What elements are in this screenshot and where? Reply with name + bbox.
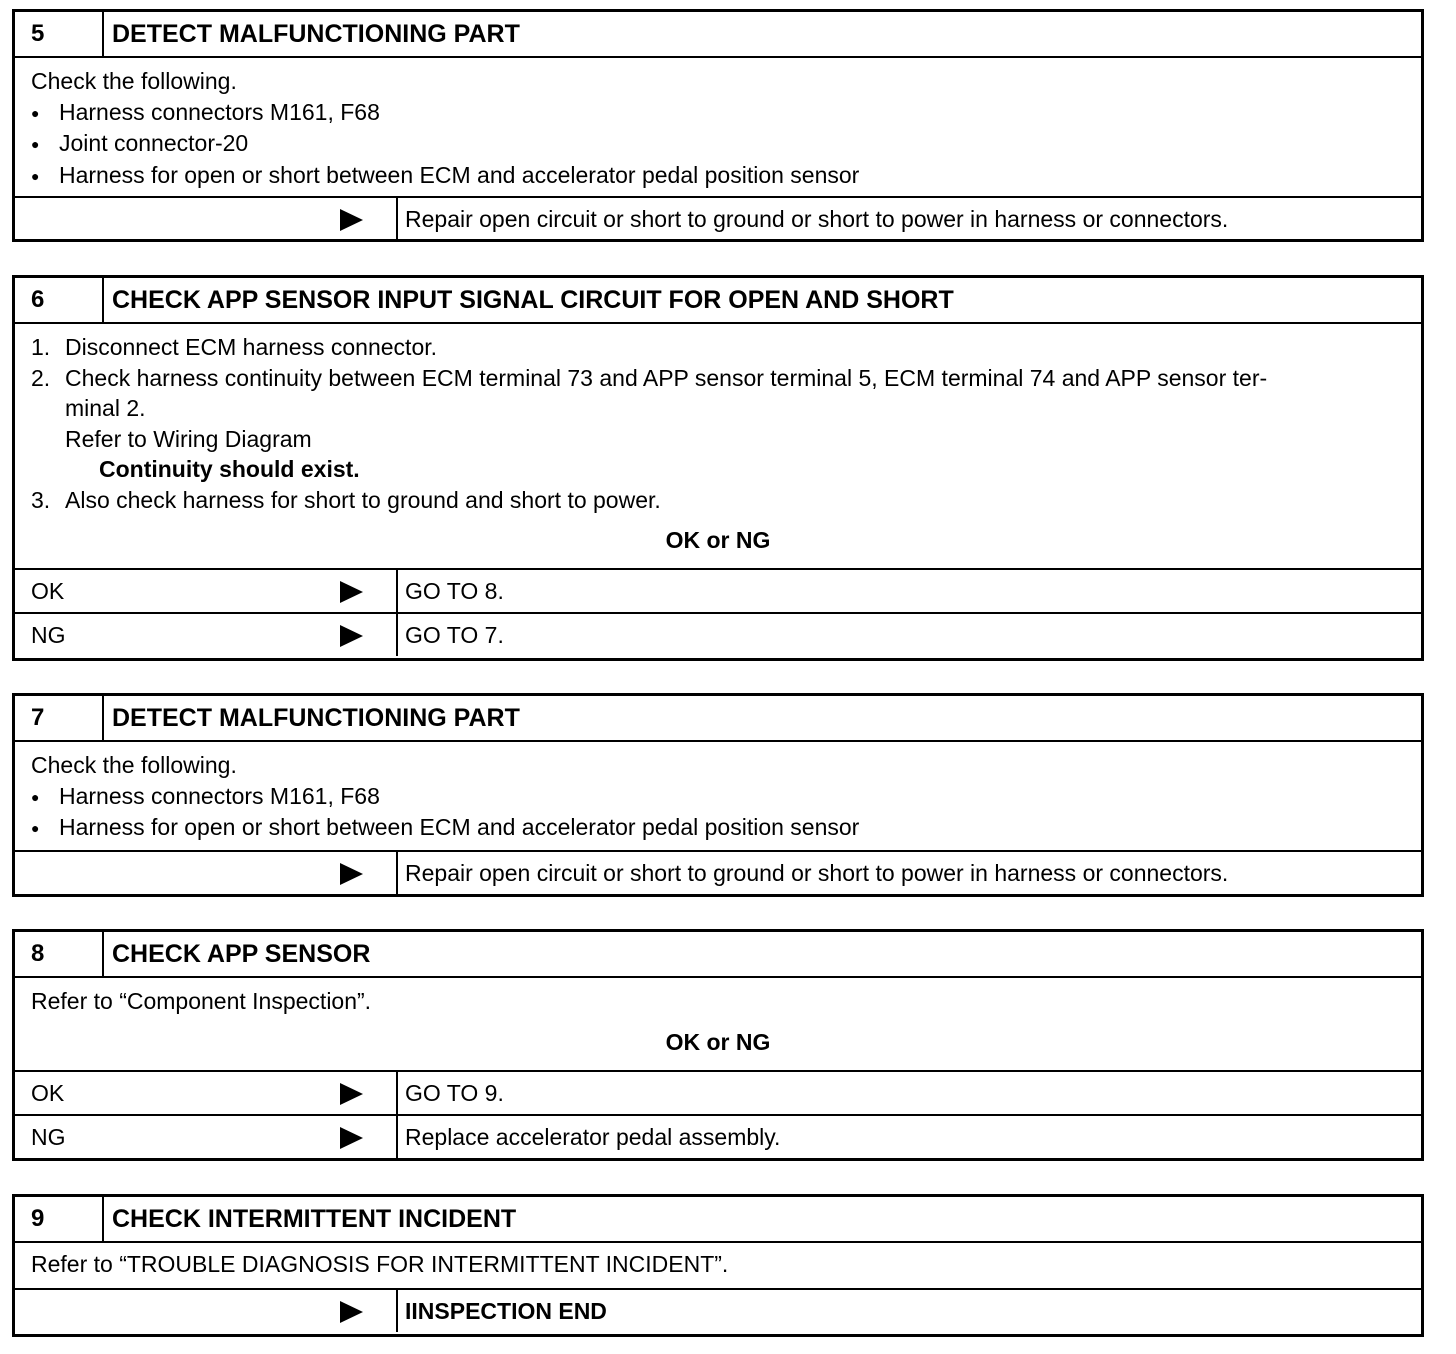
result-label — [15, 1116, 398, 1158]
item-reference: Refer to Wiring Diagram — [65, 425, 312, 452]
bullet-item: ● Harness for open or short between ECM and accelerator pedal position sensor — [31, 812, 1405, 844]
step-title: DETECT MALFUNCTIONING PART — [112, 704, 520, 732]
arrow-right-icon — [340, 1083, 363, 1105]
arrow-right-icon — [340, 863, 363, 885]
result-label-text: NG — [31, 1124, 66, 1150]
ok-or-ng-label: OK or NG — [665, 1028, 771, 1055]
result-row — [15, 1114, 1421, 1158]
step-body — [15, 742, 1421, 850]
result-text: IINSPECTION END — [405, 1298, 607, 1324]
bullet-item: ● Harness connectors M161, F68 — [31, 781, 1405, 813]
step-7-box — [12, 693, 1424, 897]
bullet-item: ● Joint connector-20 — [31, 128, 1405, 160]
bullet-item: ● Harness for open or short between ECM and accelerator pedal position sensor — [31, 160, 1405, 192]
step-title: DETECT MALFUNCTIONING PART — [112, 20, 520, 48]
step-title: CHECK APP SENSOR INPUT SIGNAL CIRCUIT FOR OPEN AND SHORT — [112, 286, 954, 314]
step-6-box — [12, 275, 1424, 661]
step-5-box — [12, 9, 1424, 242]
result-row — [15, 850, 1421, 894]
step-number: 5 — [15, 12, 104, 56]
item-text: Disconnect ECM harness connector. — [65, 334, 438, 360]
numbered-item — [31, 332, 1405, 363]
item-number: 3. — [31, 486, 51, 513]
item-number: 2. — [31, 364, 51, 391]
step-9-box — [12, 1194, 1424, 1337]
step-body — [15, 58, 1421, 196]
intro-text: Refer to “Component Inspection”. — [31, 988, 372, 1014]
step-body — [15, 978, 1421, 1070]
result-row — [15, 568, 1421, 612]
item-text: Check harness continuity between ECM terminal 73 and APP sensor terminal 5, ECM terminal 74 and APP sensor ter- — [65, 364, 1268, 391]
step-title: CHECK INTERMITTENT INCIDENT — [112, 1205, 517, 1233]
step-header — [15, 12, 1421, 58]
result-row — [15, 1288, 1421, 1332]
result-text: GO TO 8. — [405, 578, 504, 604]
numbered-item — [31, 485, 1405, 516]
step-header — [15, 278, 1421, 324]
item-continuation: minal 2. — [65, 395, 146, 421]
result-row — [15, 1070, 1421, 1114]
arrow-right-icon — [340, 1127, 363, 1149]
item-number: 1. — [31, 334, 51, 360]
step-body — [15, 324, 1421, 568]
result-text: Repair open circuit or short to ground or short to power in harness or connectors. — [405, 860, 1229, 886]
result-label-text: OK — [31, 1080, 65, 1106]
result-label — [15, 198, 398, 240]
result-text: GO TO 7. — [405, 622, 504, 648]
result-text: Repair open circuit or short to ground or short to power in harness or connectors. — [405, 206, 1229, 232]
intro-text: Check the following. — [31, 68, 237, 94]
result-label — [15, 614, 398, 656]
result-row — [15, 612, 1421, 656]
arrow-right-icon — [340, 209, 363, 231]
result-label-text: NG — [31, 622, 66, 648]
arrow-right-icon — [340, 1301, 363, 1323]
step-header — [15, 932, 1421, 978]
result-label — [15, 1290, 398, 1332]
intro-text: Refer to “TROUBLE DIAGNOSIS FOR INTERMITTENT INCIDENT”. — [31, 1251, 729, 1277]
arrow-right-icon — [340, 625, 363, 647]
intro-text: Check the following. — [31, 752, 237, 778]
step-header — [15, 1197, 1421, 1243]
step-body — [15, 1243, 1421, 1288]
step-header — [15, 696, 1421, 742]
result-label — [15, 570, 398, 612]
result-label — [15, 1072, 398, 1114]
result-label — [15, 852, 398, 894]
result-label-text: OK — [31, 578, 65, 604]
step-number: 7 — [15, 696, 104, 740]
specification: Continuity should exist. — [99, 456, 360, 482]
result-text: GO TO 9. — [405, 1080, 504, 1106]
result-text: Replace accelerator pedal assembly. — [405, 1124, 781, 1150]
item-text: Also check harness for short to ground and short to power. — [65, 486, 661, 513]
step-8-box — [12, 929, 1424, 1161]
step-title: CHECK APP SENSOR — [112, 940, 371, 968]
ok-or-ng-label: OK or NG — [665, 527, 771, 553]
step-number: 9 — [15, 1197, 104, 1241]
result-row — [15, 196, 1421, 240]
step-number: 8 — [15, 932, 104, 976]
step-number: 6 — [15, 278, 104, 322]
bullet-item: ● Harness connectors M161, F68 — [31, 97, 1405, 129]
numbered-item — [31, 363, 1405, 394]
arrow-right-icon — [340, 581, 363, 603]
